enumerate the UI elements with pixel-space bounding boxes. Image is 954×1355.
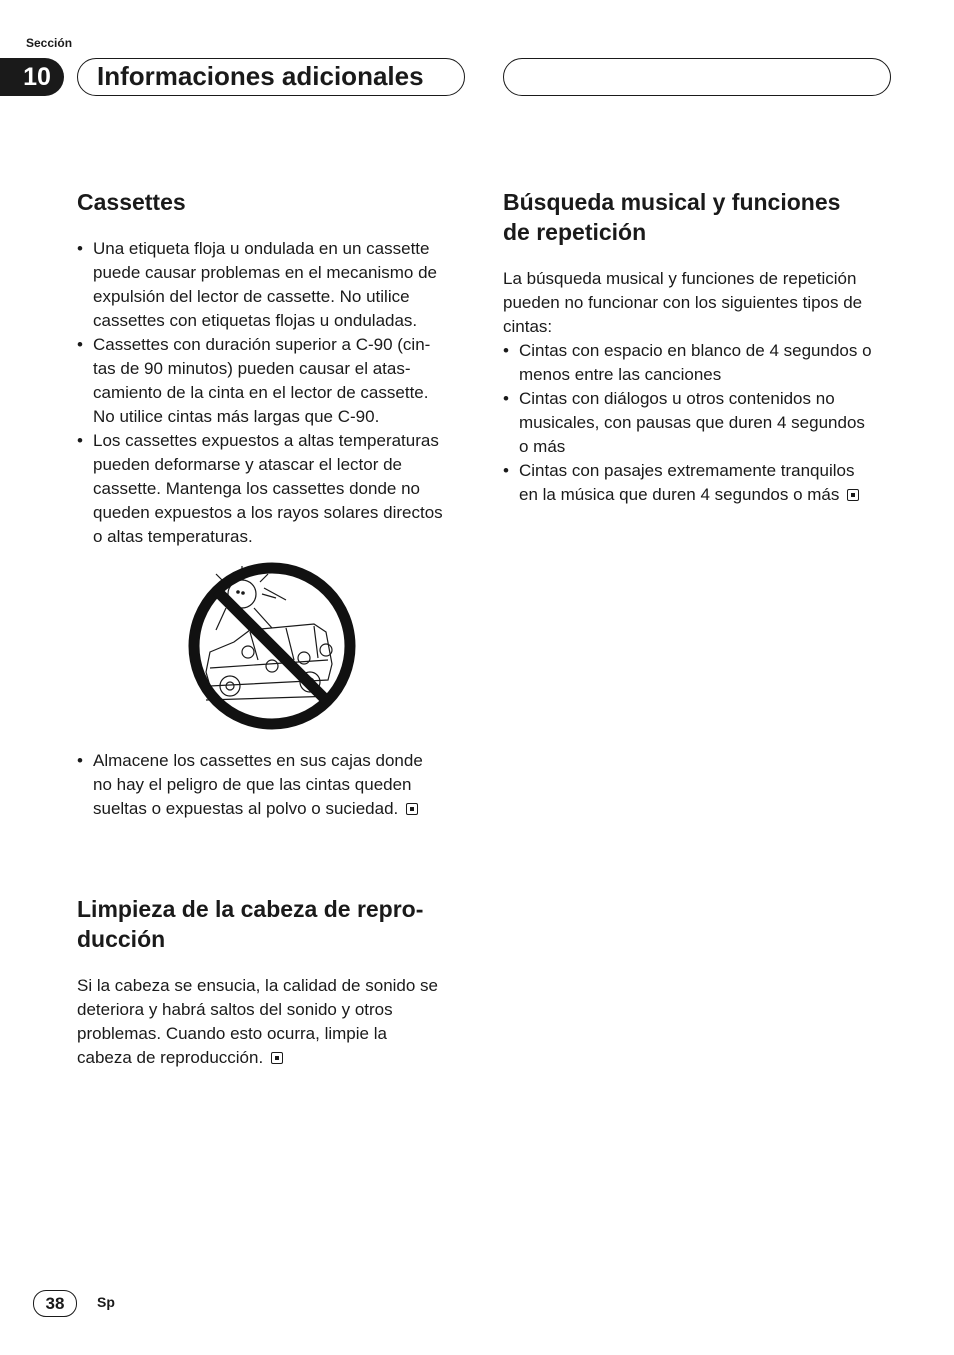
bullet-dot: •: [503, 341, 509, 360]
music-search-section: Búsqueda musical y funciones de repetición La búsqueda musical y funciones de repetición pueden no funcionar con los siguientes tipos de cintas: • Cintas con espacio en blanco de 4 segundos o menos entre las canciones • Cintas con diálogos u otros contenidos no musicales, con pausas que duren 4 segundos o más • Cintas con pasajes extremamente tranquilos en la música que duren 4 segundos o más: [503, 187, 898, 507]
bullet-dot: •: [77, 239, 83, 258]
page-title: Informaciones adicionales: [97, 61, 424, 91]
list-item: • Cintas con diálogos u otros contenidos no musicales, con pausas que duren 4 segundos o más: [503, 389, 865, 456]
cassettes-heading: Cassettes: [77, 189, 186, 215]
bullet-dot: •: [77, 335, 83, 354]
list-item: • Almacene los cassettes en sus cajas donde no hay el peligro de que las cintas queden sueltas o expuestas al polvo o suciedad.: [77, 751, 423, 818]
list-item: • Cintas con espacio en blanco de 4 segundos o menos entre las canciones: [503, 341, 872, 384]
page-number: 38: [33, 1290, 77, 1317]
list-item: • Cintas con pasajes extremamente tranquilos en la música que duren 4 segundos o más: [503, 459, 898, 507]
list-item: • Cassettes con duración superior a C-90 (cin- tas de 90 minutos) pueden causar el atas- camiento de la cinta en el lector de cassette. No utilice cintas más largas que C-90.: [77, 335, 431, 426]
section-label: Sección: [26, 36, 73, 50]
end-of-section-icon: [847, 489, 859, 501]
prohibition-sun-car-icon: [186, 560, 358, 732]
music-search-heading: Búsqueda musical y funciones de repetición: [503, 189, 841, 245]
end-of-section-icon: [406, 803, 418, 815]
list-item: • Los cassettes expuestos a altas temperaturas pueden deformarse y atascar el lector de cassette. Mantenga los cassettes donde no queden expuestos a los rayos solares directos o altas temperaturas.: [77, 431, 443, 546]
cassettes-section: [77, 187, 467, 549]
end-of-section-icon: [271, 1052, 283, 1064]
bullet-dot: •: [77, 431, 83, 450]
bullet-dot: •: [503, 389, 509, 408]
header-right-frame: [503, 58, 891, 96]
language-code: Sp: [97, 1294, 115, 1310]
cleaning-section: Limpieza de la cabeza de repro- ducción Si la cabeza se ensucia, la calidad de sonido se deteriora y habrá saltos del sonido y otros problemas. Cuando esto ocurra, limpie la cabeza de reproducción.: [77, 894, 467, 1070]
cleaning-heading: Limpieza de la cabeza de repro- ducción: [77, 896, 424, 952]
bullet-dot: •: [77, 751, 83, 770]
storage-bullet-block: [77, 749, 467, 821]
section-number: 10: [0, 58, 64, 96]
bullet-dot: •: [503, 461, 509, 480]
list-item: • Una etiqueta floja u ondulada en un cassette puede causar problemas en el mecanismo de expulsión del lector de cassette. No utilice cassettes con etiquetas flojas u onduladas.: [77, 239, 437, 330]
